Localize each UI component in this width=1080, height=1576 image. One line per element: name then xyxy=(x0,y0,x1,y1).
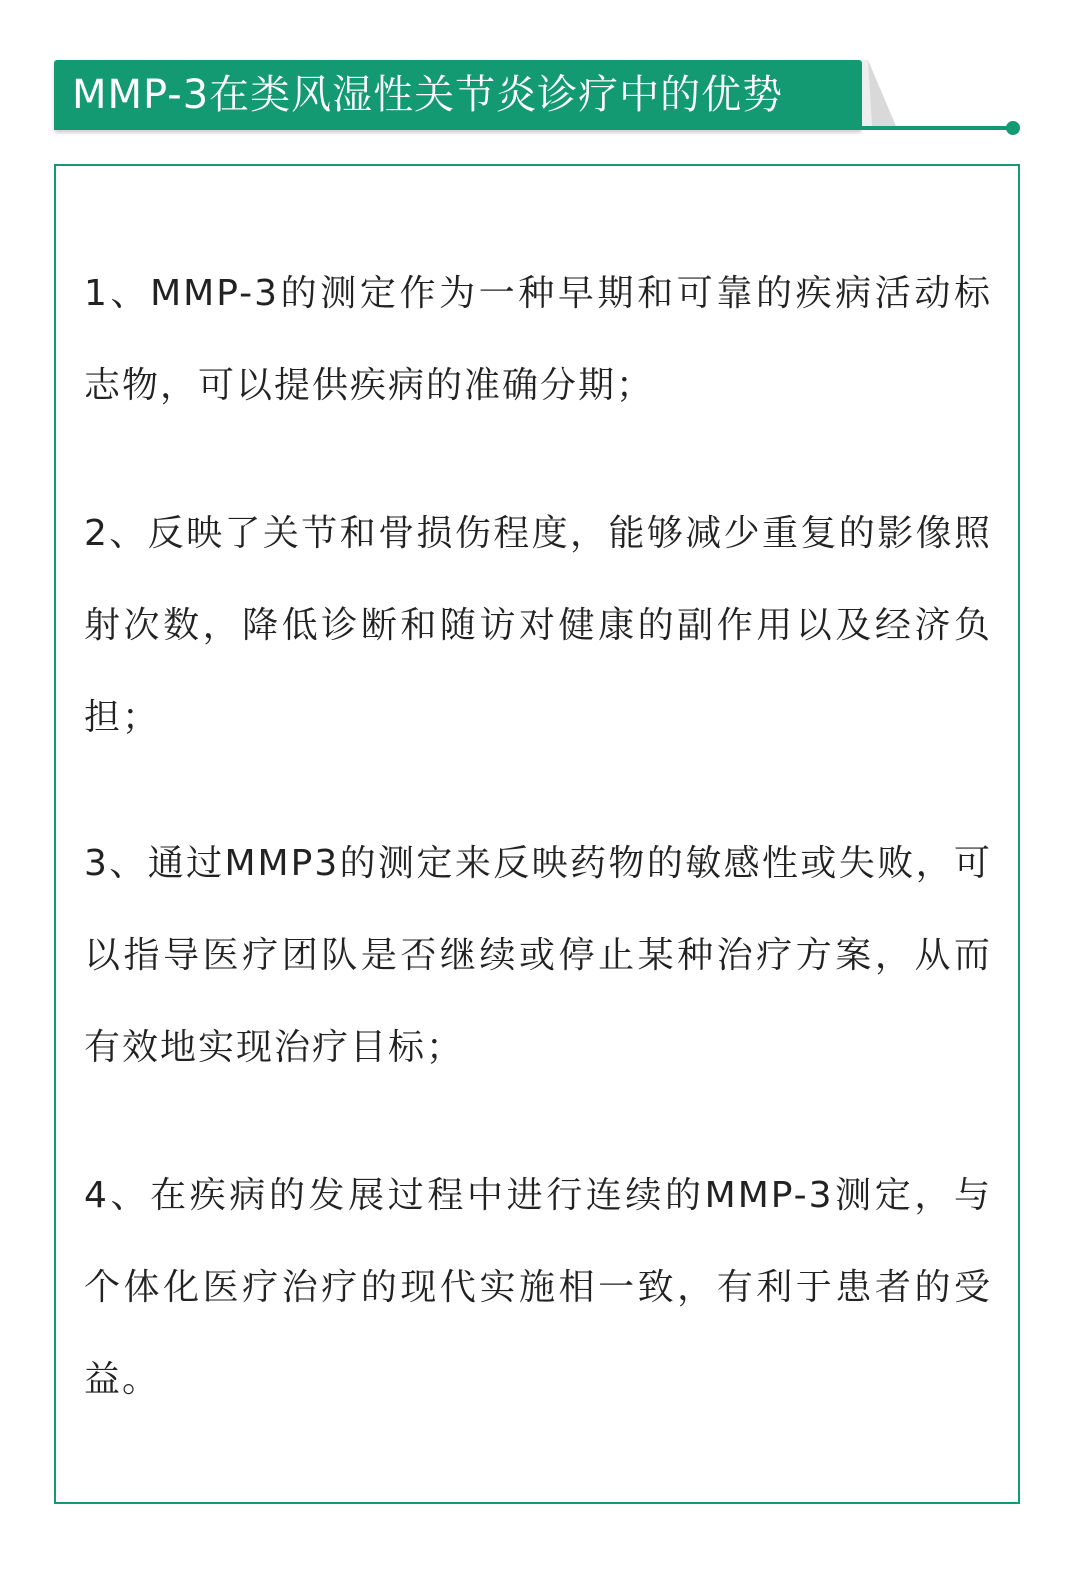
section-header xyxy=(54,60,1024,140)
list-item-1: 1、MMP-3的测定作为一种早期和可靠的疾病活动标志物，可以提供疾病的准确分期； xyxy=(84,273,992,406)
list-item-2: 2、反映了关节和骨损伤程度，能够减少重复的影像照射次数，降低诊断和随访对健康的副作用以及经济负担； xyxy=(84,513,992,738)
list-item-3: 3、通过MMP3的测定来反映药物的敏感性或失败，可以指导医疗团队是否继续或停止某种治疗方案，从而有效地实现治疗目标； xyxy=(84,843,992,1068)
banner-fold-decoration xyxy=(862,60,902,130)
header-underline xyxy=(54,126,1010,130)
list-item-4: 4、在疾病的发展过程中进行连续的MMP-3测定，与个体化医疗治疗的现代实施相一致，有利于患者的受益。 xyxy=(84,1175,992,1400)
title-banner xyxy=(54,60,862,130)
underline-end-dot xyxy=(1006,121,1020,135)
content-panel xyxy=(54,164,1020,1504)
page-title: MMP-3在类风湿性关节炎诊疗中的优势 xyxy=(72,72,784,118)
